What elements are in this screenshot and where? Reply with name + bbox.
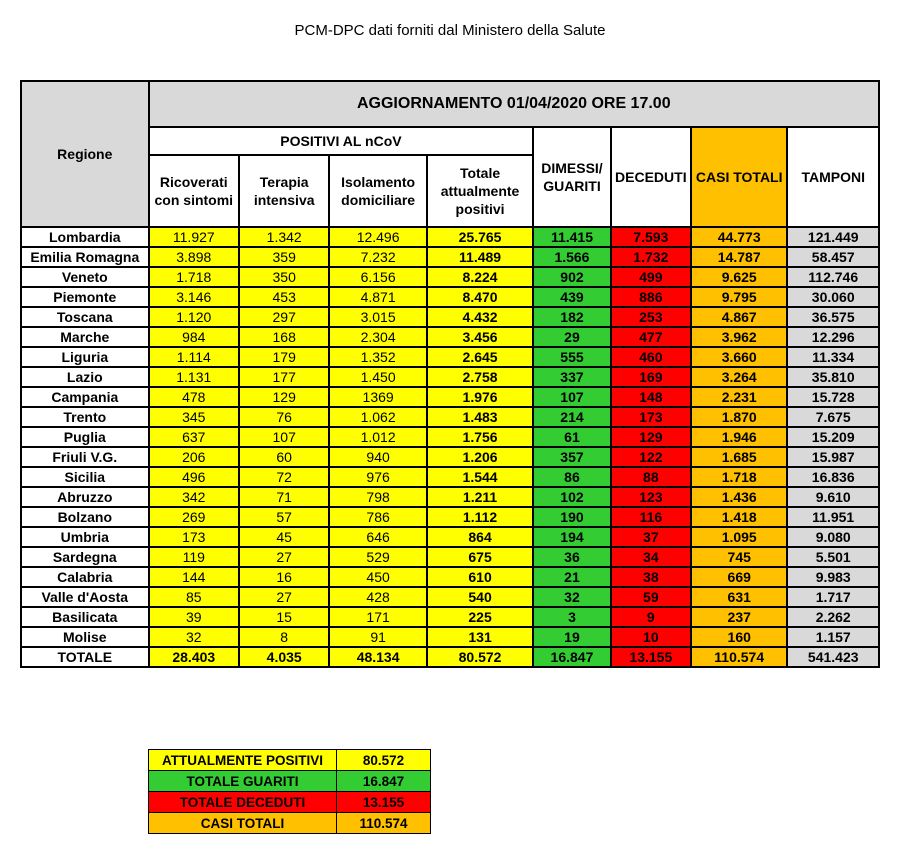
cell-totale: 3.456 — [427, 327, 533, 347]
summary-value: 16.847 — [337, 771, 431, 792]
cell-dimessi: 337 — [533, 367, 610, 387]
summary-value: 80.572 — [337, 750, 431, 771]
cell-terapia: 16 — [239, 567, 329, 587]
cell-ricoverati: 206 — [149, 447, 239, 467]
covid-data-table — [20, 80, 880, 668]
cell-dimessi: 357 — [533, 447, 610, 467]
cell-deceduti: 34 — [611, 547, 691, 567]
table-row — [21, 487, 879, 507]
total-deceduti: 13.155 — [611, 647, 691, 667]
table-row — [21, 267, 879, 287]
cell-isolamento: 1369 — [329, 387, 426, 407]
cell-isolamento: 1.012 — [329, 427, 426, 447]
summary-value: 110.574 — [337, 813, 431, 834]
cell-dimessi: 19 — [533, 627, 610, 647]
cell-isolamento: 1.352 — [329, 347, 426, 367]
cell-casi: 160 — [691, 627, 787, 647]
cell-terapia: 72 — [239, 467, 329, 487]
cell-regione: Liguria — [21, 347, 149, 367]
cell-deceduti: 38 — [611, 567, 691, 587]
cell-regione: Sicilia — [21, 467, 149, 487]
cell-deceduti: 7.593 — [611, 227, 691, 247]
table-row — [21, 307, 879, 327]
cell-ricoverati: 3.898 — [149, 247, 239, 267]
cell-deceduti: 886 — [611, 287, 691, 307]
table-row — [21, 587, 879, 607]
cell-dimessi: 3 — [533, 607, 610, 627]
cell-tamponi: 58.457 — [787, 247, 879, 267]
cell-isolamento: 428 — [329, 587, 426, 607]
cell-regione: Toscana — [21, 307, 149, 327]
cell-isolamento: 4.871 — [329, 287, 426, 307]
header-ricoverati: Ricoverati con sintomi — [149, 155, 239, 227]
cell-dimessi: 439 — [533, 287, 610, 307]
cell-terapia: 359 — [239, 247, 329, 267]
cell-isolamento: 12.496 — [329, 227, 426, 247]
cell-isolamento: 171 — [329, 607, 426, 627]
cell-isolamento: 940 — [329, 447, 426, 467]
cell-casi: 1.436 — [691, 487, 787, 507]
cell-ricoverati: 173 — [149, 527, 239, 547]
summary-label: CASI TOTALI — [149, 813, 337, 834]
cell-dimessi: 214 — [533, 407, 610, 427]
totals-label: TOTALE — [21, 647, 149, 667]
cell-regione: Veneto — [21, 267, 149, 287]
cell-terapia: 45 — [239, 527, 329, 547]
cell-regione: Marche — [21, 327, 149, 347]
cell-totale: 1.756 — [427, 427, 533, 447]
cell-totale: 25.765 — [427, 227, 533, 247]
cell-totale: 131 — [427, 627, 533, 647]
cell-regione: Bolzano — [21, 507, 149, 527]
cell-isolamento: 798 — [329, 487, 426, 507]
cell-isolamento: 450 — [329, 567, 426, 587]
header-dimessi: DIMESSI/ GUARITI — [533, 127, 610, 227]
cell-dimessi: 902 — [533, 267, 610, 287]
cell-totale: 4.432 — [427, 307, 533, 327]
page-title: PCM-DPC dati forniti dal Ministero della Salute — [294, 22, 606, 39]
cell-dimessi: 32 — [533, 587, 610, 607]
cell-dimessi: 182 — [533, 307, 610, 327]
cell-terapia: 15 — [239, 607, 329, 627]
cell-dimessi: 102 — [533, 487, 610, 507]
cell-terapia: 27 — [239, 547, 329, 567]
table-row — [21, 347, 879, 367]
cell-tamponi: 1.717 — [787, 587, 879, 607]
cell-regione: Campania — [21, 387, 149, 407]
cell-isolamento: 3.015 — [329, 307, 426, 327]
cell-totale: 864 — [427, 527, 533, 547]
cell-totale: 2.645 — [427, 347, 533, 367]
cell-totale: 540 — [427, 587, 533, 607]
cell-totale: 1.483 — [427, 407, 533, 427]
cell-regione: Molise — [21, 627, 149, 647]
totals-row — [21, 647, 879, 667]
cell-ricoverati: 1.131 — [149, 367, 239, 387]
table-row — [21, 387, 879, 407]
cell-ricoverati: 1.120 — [149, 307, 239, 327]
cell-dimessi: 107 — [533, 387, 610, 407]
cell-tamponi: 15.987 — [787, 447, 879, 467]
cell-casi: 631 — [691, 587, 787, 607]
cell-tamponi: 12.296 — [787, 327, 879, 347]
total-ricoverati: 28.403 — [149, 647, 239, 667]
cell-terapia: 8 — [239, 627, 329, 647]
cell-terapia: 168 — [239, 327, 329, 347]
cell-regione: Lombardia — [21, 227, 149, 247]
table-row — [21, 507, 879, 527]
cell-regione: Sardegna — [21, 547, 149, 567]
cell-deceduti: 129 — [611, 427, 691, 447]
cell-tamponi: 35.810 — [787, 367, 879, 387]
table-row — [21, 407, 879, 427]
cell-casi: 9.795 — [691, 287, 787, 307]
table-row — [21, 327, 879, 347]
cell-casi: 1.418 — [691, 507, 787, 527]
cell-deceduti: 499 — [611, 267, 691, 287]
cell-ricoverati: 496 — [149, 467, 239, 487]
cell-terapia: 453 — [239, 287, 329, 307]
cell-totale: 8.224 — [427, 267, 533, 287]
cell-terapia: 129 — [239, 387, 329, 407]
cell-tamponi: 2.262 — [787, 607, 879, 627]
header-regione: Regione — [21, 81, 149, 227]
cell-isolamento: 6.156 — [329, 267, 426, 287]
cell-deceduti: 253 — [611, 307, 691, 327]
table-body — [21, 227, 879, 647]
cell-regione: Puglia — [21, 427, 149, 447]
cell-deceduti: 477 — [611, 327, 691, 347]
cell-casi: 669 — [691, 567, 787, 587]
cell-casi: 44.773 — [691, 227, 787, 247]
header-positivi-group: POSITIVI AL nCoV — [149, 127, 534, 155]
cell-terapia: 60 — [239, 447, 329, 467]
cell-ricoverati: 1.718 — [149, 267, 239, 287]
cell-isolamento: 1.062 — [329, 407, 426, 427]
cell-totale: 11.489 — [427, 247, 533, 267]
cell-ricoverati: 144 — [149, 567, 239, 587]
cell-terapia: 27 — [239, 587, 329, 607]
header-casi-totali: CASI TOTALI — [691, 127, 787, 227]
cell-tamponi: 9.983 — [787, 567, 879, 587]
cell-ricoverati: 345 — [149, 407, 239, 427]
cell-terapia: 297 — [239, 307, 329, 327]
table-row — [21, 367, 879, 387]
summary-row — [149, 771, 431, 792]
cell-ricoverati: 3.146 — [149, 287, 239, 307]
cell-casi: 4.867 — [691, 307, 787, 327]
cell-dimessi: 555 — [533, 347, 610, 367]
table-row — [21, 467, 879, 487]
cell-ricoverati: 119 — [149, 547, 239, 567]
table-row — [21, 447, 879, 467]
cell-tamponi: 11.334 — [787, 347, 879, 367]
cell-regione: Friuli V.G. — [21, 447, 149, 467]
summary-row — [149, 813, 431, 834]
cell-casi: 1.946 — [691, 427, 787, 447]
summary-table — [148, 749, 431, 834]
cell-totale: 1.211 — [427, 487, 533, 507]
cell-deceduti: 10 — [611, 627, 691, 647]
cell-tamponi: 112.746 — [787, 267, 879, 287]
cell-deceduti: 169 — [611, 367, 691, 387]
header-tamponi: TAMPONI — [787, 127, 879, 227]
update-banner: AGGIORNAMENTO 01/04/2020 ORE 17.00 — [149, 81, 879, 127]
cell-tamponi: 121.449 — [787, 227, 879, 247]
table-row — [21, 527, 879, 547]
cell-dimessi: 1.566 — [533, 247, 610, 267]
cell-regione: Basilicata — [21, 607, 149, 627]
cell-totale: 1.112 — [427, 507, 533, 527]
cell-tamponi: 5.501 — [787, 547, 879, 567]
cell-deceduti: 173 — [611, 407, 691, 427]
cell-regione: Lazio — [21, 367, 149, 387]
cell-casi: 3.660 — [691, 347, 787, 367]
cell-regione: Trento — [21, 407, 149, 427]
cell-regione: Valle d'Aosta — [21, 587, 149, 607]
cell-isolamento: 91 — [329, 627, 426, 647]
cell-totale: 1.544 — [427, 467, 533, 487]
cell-ricoverati: 637 — [149, 427, 239, 447]
cell-deceduti: 37 — [611, 527, 691, 547]
cell-tamponi: 15.209 — [787, 427, 879, 447]
cell-isolamento: 529 — [329, 547, 426, 567]
cell-tamponi: 36.575 — [787, 307, 879, 327]
cell-deceduti: 59 — [611, 587, 691, 607]
cell-totale: 1.976 — [427, 387, 533, 407]
cell-tamponi: 7.675 — [787, 407, 879, 427]
cell-tamponi: 1.157 — [787, 627, 879, 647]
cell-terapia: 350 — [239, 267, 329, 287]
total-positivi: 80.572 — [427, 647, 533, 667]
cell-deceduti: 1.732 — [611, 247, 691, 267]
cell-isolamento: 976 — [329, 467, 426, 487]
cell-tamponi: 9.080 — [787, 527, 879, 547]
cell-casi: 1.870 — [691, 407, 787, 427]
header-terapia: Terapia intensiva — [239, 155, 329, 227]
cell-isolamento: 7.232 — [329, 247, 426, 267]
cell-regione: Calabria — [21, 567, 149, 587]
cell-dimessi: 21 — [533, 567, 610, 587]
cell-dimessi: 190 — [533, 507, 610, 527]
cell-dimessi: 29 — [533, 327, 610, 347]
cell-ricoverati: 269 — [149, 507, 239, 527]
total-isolamento: 48.134 — [329, 647, 426, 667]
cell-casi: 1.095 — [691, 527, 787, 547]
header-totale-positivi: Totale attualmente positivi — [427, 155, 533, 227]
cell-terapia: 177 — [239, 367, 329, 387]
header-deceduti: DECEDUTI — [611, 127, 691, 227]
cell-totale: 675 — [427, 547, 533, 567]
cell-totale: 1.206 — [427, 447, 533, 467]
header-isolamento: Isolamento domiciliare — [329, 155, 426, 227]
cell-deceduti: 460 — [611, 347, 691, 367]
cell-ricoverati: 85 — [149, 587, 239, 607]
cell-isolamento: 2.304 — [329, 327, 426, 347]
cell-casi: 9.625 — [691, 267, 787, 287]
cell-ricoverati: 32 — [149, 627, 239, 647]
summary-row — [149, 750, 431, 771]
cell-deceduti: 88 — [611, 467, 691, 487]
cell-dimessi: 36 — [533, 547, 610, 567]
cell-deceduti: 9 — [611, 607, 691, 627]
cell-casi: 3.264 — [691, 367, 787, 387]
cell-isolamento: 646 — [329, 527, 426, 547]
cell-casi: 14.787 — [691, 247, 787, 267]
cell-casi: 745 — [691, 547, 787, 567]
cell-isolamento: 786 — [329, 507, 426, 527]
cell-tamponi: 30.060 — [787, 287, 879, 307]
summary-row — [149, 792, 431, 813]
cell-ricoverati: 342 — [149, 487, 239, 507]
cell-casi: 1.685 — [691, 447, 787, 467]
cell-dimessi: 86 — [533, 467, 610, 487]
table-row — [21, 567, 879, 587]
cell-dimessi: 11.415 — [533, 227, 610, 247]
cell-tamponi: 16.836 — [787, 467, 879, 487]
cell-totale: 8.470 — [427, 287, 533, 307]
cell-deceduti: 123 — [611, 487, 691, 507]
cell-deceduti: 122 — [611, 447, 691, 467]
cell-regione: Abruzzo — [21, 487, 149, 507]
cell-regione: Emilia Romagna — [21, 247, 149, 267]
cell-totale: 610 — [427, 567, 533, 587]
cell-ricoverati: 478 — [149, 387, 239, 407]
cell-dimessi: 61 — [533, 427, 610, 447]
summary-label: TOTALE GUARITI — [149, 771, 337, 792]
cell-tamponi: 9.610 — [787, 487, 879, 507]
table-row — [21, 287, 879, 307]
total-tamponi: 541.423 — [787, 647, 879, 667]
total-casi: 110.574 — [691, 647, 787, 667]
cell-tamponi: 15.728 — [787, 387, 879, 407]
cell-ricoverati: 11.927 — [149, 227, 239, 247]
cell-casi: 3.962 — [691, 327, 787, 347]
total-dimessi: 16.847 — [533, 647, 610, 667]
cell-deceduti: 148 — [611, 387, 691, 407]
cell-ricoverati: 39 — [149, 607, 239, 627]
cell-totale: 2.758 — [427, 367, 533, 387]
cell-terapia: 107 — [239, 427, 329, 447]
cell-casi: 2.231 — [691, 387, 787, 407]
cell-ricoverati: 984 — [149, 327, 239, 347]
summary-label: TOTALE DECEDUTI — [149, 792, 337, 813]
cell-casi: 237 — [691, 607, 787, 627]
cell-casi: 1.718 — [691, 467, 787, 487]
cell-dimessi: 194 — [533, 527, 610, 547]
cell-terapia: 57 — [239, 507, 329, 527]
cell-isolamento: 1.450 — [329, 367, 426, 387]
total-terapia: 4.035 — [239, 647, 329, 667]
cell-ricoverati: 1.114 — [149, 347, 239, 367]
table-row — [21, 227, 879, 247]
cell-deceduti: 116 — [611, 507, 691, 527]
table-row — [21, 247, 879, 267]
cell-terapia: 1.342 — [239, 227, 329, 247]
cell-regione: Umbria — [21, 527, 149, 547]
table-row — [21, 427, 879, 447]
table-row — [21, 607, 879, 627]
cell-tamponi: 11.951 — [787, 507, 879, 527]
cell-totale: 225 — [427, 607, 533, 627]
summary-value: 13.155 — [337, 792, 431, 813]
table-row — [21, 627, 879, 647]
cell-terapia: 179 — [239, 347, 329, 367]
table-row — [21, 547, 879, 567]
cell-terapia: 71 — [239, 487, 329, 507]
summary-label: ATTUALMENTE POSITIVI — [149, 750, 337, 771]
cell-terapia: 76 — [239, 407, 329, 427]
cell-regione: Piemonte — [21, 287, 149, 307]
